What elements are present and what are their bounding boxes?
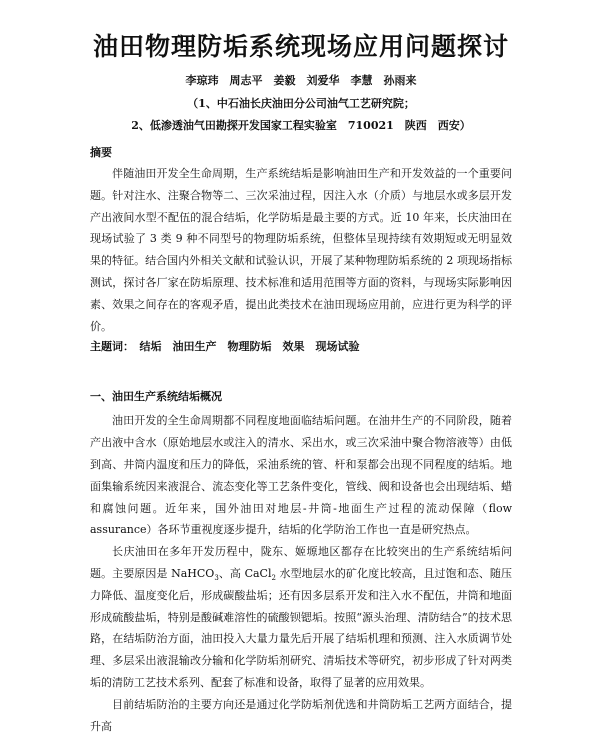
- abstract-heading: 摘要: [90, 146, 112, 159]
- paper-title: 油田物理防垢系统现场应用问题探讨: [92, 32, 509, 61]
- subscript-2: 2: [271, 574, 276, 583]
- subscript-3: 3: [214, 574, 219, 583]
- affiliation-1: （1、中石油长庆油田分公司油气工艺研究院；: [187, 97, 415, 110]
- paragraph-2-text-b: 、高 CaCl: [218, 566, 272, 580]
- abstract-text: 伴随油田开发全生命周期，生产系统结垢是影响油田生产和开发效益的一个重要问题。针对注水、注聚合物等二、三次采油过程，因注入水（介质）与地层水或多层开发产出液间水型不配伍的混合结垢，化学防垢是最主要的方式。近 10 年来，长庆油田在现场试验了 3 类 9 种不同型号的物理防垢系统，但整体呈现持续有效期短或无明显效果的特征。结合国内外相关文献和试验认识，开展了某种物理防垢系统的 2 项现场指标测试，探讨各厂家在防垢原理、技术标准和适用范围等方面的资料，与现场实际影响因素、效果之间存在的客观矛盾，提出此类技术在油田现场应用前，应进行更为科学的评价。: [90, 167, 512, 333]
- paragraph-2-text-a: 长庆油田在多年开发历程中，陇东、姬塬地区都存在比较突出的生产系统结垢问题。主要原因是 NaHCO: [90, 545, 512, 580]
- author-list: 李琼玮 周志平 姜毅 刘爱华 李慧 孙雨来: [185, 74, 417, 87]
- section-1-paragraph-2: [90, 541, 512, 694]
- section-1-paragraph-3: 目前结垢防治的主要方向还是通过化学防垢剂优选和井筒防垢工艺两方面结合，提升高: [90, 697, 512, 733]
- section-1-heading: 一、油田生产系统结垢概况: [90, 390, 222, 404]
- section-1-paragraph-1: 油田开发的全生命周期都不同程度地面临结垢问题。在油井生产的不同阶段，随着产出液中含水（原始地层水或注入的清水、采出水，或三次采油中聚合物溶液等）由低到高、井筒内温度和压力的降低，采油系统的管、杆和泵都会出现不同程度的结垢。地面集输系统因来液混合、流态变化等工艺条件变化，管线、阀和设备也会出现结垢、蜡和腐蚀问题。近年来，国外油田对地层-井筒-地面生产过程的流动保障（flow assurance）各环节重视度逐步提升，结垢的化学防治工作也一直是研究热点。: [90, 414, 512, 537]
- keywords-line: 主题词： 结垢 油田生产 物理防垢 效果 现场试验: [90, 340, 360, 354]
- affiliation-2: 2、低渗透油气田勘探开发国家工程实验室 710021 陕西 西安）: [131, 119, 471, 132]
- paragraph-2-text-c: 水型地层水的矿化度比较高，且过饱和态、随压力降低、温度变化后，形成碳酸盐垢；还有因多层系开发和注入水不配伍，井筒和地面形成硫酸盐垢，特别是酸碱难溶性的硫酸钡锶垢。按照“源头治理、清防结合”的技术思路，在结垢防治方面，油田投入大量力量先后开展了结垢机理和预测、注入水质调节处理、多层采出液混输改分输和化学防垢剂研究、清垢技术等研究，初步形成了针对两类垢的清防工艺技术系列、配套了标准和设备，取得了显著的应用效果。: [90, 566, 512, 689]
